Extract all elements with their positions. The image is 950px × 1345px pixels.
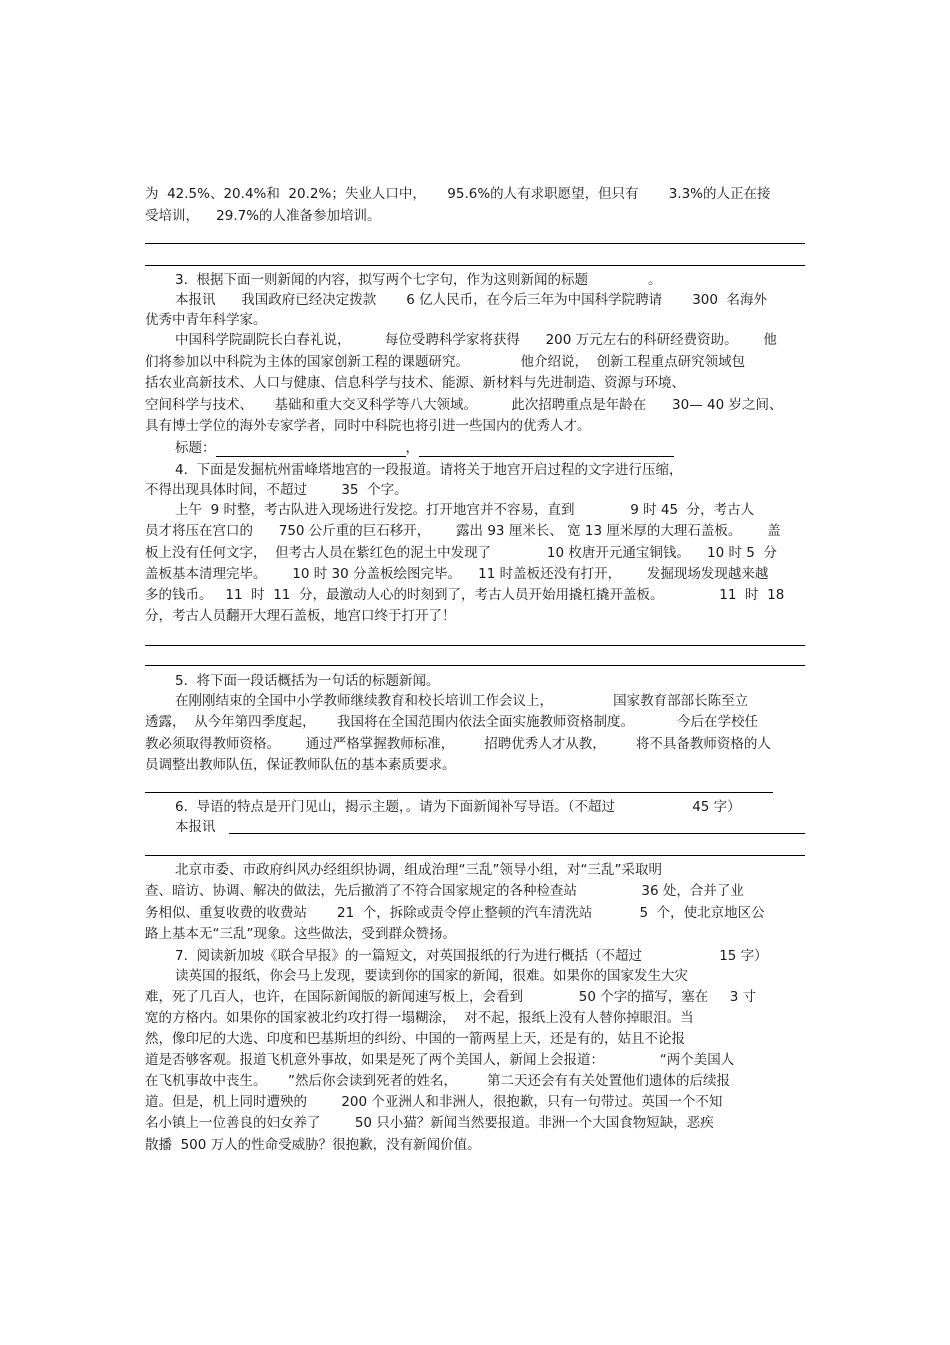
q4-line-6: 盖板基本清理完毕。 10 时 30 分盖板绘图完毕。 11 时盖板还没有打开， 发掘现场发现越来越: [145, 566, 769, 582]
q7-line-3: 难，死了几百人，也许，在国际新闻版的新闻速写板上，会看到 50 个字的描写，塞在 3 寸: [145, 989, 757, 1005]
q3-line-3: 优秀中青年科学家。: [145, 312, 267, 328]
title-label: 标题：: [175, 440, 216, 456]
q3-line-2: 本报讯 我国政府已经决定拨款 6 亿人民币，在今后三年为中国科学院聘请 300 名海外: [175, 292, 768, 308]
q7-line-5: 然，像印尼的大选、印度和巴基斯坦的纠纷、中国的一箭两星上天，还是有的，姑且不论报: [145, 1031, 685, 1047]
intro-line-1: 为 42.5%、20.4%和 20.2%；失业人口中， 95.6%的人有求职愿望，但只有 3.3%的人正在接: [145, 186, 771, 202]
q7-line-9: 名小镇上一位善良的妇女养了 50 只小猫？新闻当然要报道。非洲一个大国食物短缺，恶疾: [145, 1115, 714, 1131]
title-separator: ，: [405, 440, 419, 456]
intro-line-2: 受培训， 29.7%的人准备参加培训。: [145, 208, 381, 224]
q5-line-1: 5. 将下面一段话概括为一句话的标题新闻。: [175, 673, 440, 689]
lead-label: 本报讯: [175, 819, 216, 835]
q6-lead-row: [175, 818, 216, 836]
answer-line: [145, 792, 773, 793]
q5-line-3: 透露， 从今年第四季度起， 我国将在全国范围内依法全面实施教师资格制度。 今后在学校任: [145, 714, 758, 730]
q5-line-5: 员调整出教师队伍，保证教师队伍的基本素质要求。: [145, 757, 456, 773]
q3-title-row: [175, 439, 674, 457]
q4-line-4: 员才将压在宫口的 750 公斤重的巨石移开， 露出 93 厘米长、 宽 13 厘米厚的大理石盖板。 盖: [145, 523, 781, 539]
answer-line: [145, 243, 805, 244]
q6-line-4: 查、暗访、协调、解决的做法，先后撤消了不符合国家规定的各种检查站 36 处，合并了业: [145, 883, 744, 899]
q3-line-4: 中国科学院副院长白春礼说， 每位受聘科学家将获得 200 万元左右的科研经费资助。 他: [175, 332, 777, 348]
q5-line-2: 在刚刚结束的全国中小学教师继续教育和校长培训工作会议上， 国家教育部部长陈至立: [175, 693, 749, 709]
q7-line-4: 宽的方格内。如果你的国家被北约攻打得一塌糊涂， 对不起，报纸上没有人替你掉眼泪。当: [145, 1010, 694, 1026]
title-blank-1[interactable]: [216, 442, 406, 457]
q7-line-8: 道。但是，机上同时遭殃的 200 个亚洲人和非洲人，很抱歉，只有一句带过。英国一个不知: [145, 1094, 723, 1110]
q4-line-7: 多的钱币。 11 时 11 分，最激动人心的时刻到了，考古人员开始用撬杠撬开盖板。 11 时 18: [145, 587, 785, 603]
q7-line-1: 7. 阅读新加坡《联合早报》的一篇短文，对英国报纸的行为进行概括（不超过 15 字）: [175, 948, 768, 964]
q6-line-3: 北京市委、市政府纠风办经组织协调，组成治理“三乱”领导小组，对“三乱”采取明: [175, 862, 662, 878]
q3-line-6: 括农业高新技术、人口与健康、信息科学与技术、能源、新材料与先进制造、资源与环境、: [145, 375, 685, 391]
q6-line-5: 务相似、重复收费的收费站 21 个，拆除或责令停止整顿的汽车清洗站 5 个，使北京地区公: [145, 905, 765, 921]
q4-line-8: 分，考古人员翻开大理石盖板，地宫口终于打开了！: [145, 608, 456, 624]
answer-line: [145, 855, 805, 856]
q5-line-4: 教必须取得教师资格。 通过严格掌握教师标准， 招聘优秀人才从教， 将不具备教师资格的人: [145, 736, 771, 752]
q7-line-2: 读英国的报纸，你会马上发现，要读到你的国家的新闻，很难。如果你的国家发生大灾: [175, 968, 688, 984]
q4-line-5: 板上没有任何文字， 但考古人员在紫红色的泥土中发现了 10 枚唐开元通宝铜钱。 10 时 5 分: [145, 545, 777, 561]
q3-line-7: 空间科学与技术、 基础和重大交叉科学等八大领域。 此次招聘重点是年龄在 30— 40 岁之间、: [145, 397, 783, 413]
q3-line-8: 具有博士学位的海外专家学者，同时中科院也将引进一些国内的优秀人才。: [145, 418, 591, 434]
lead-answer-line[interactable]: [229, 833, 805, 834]
q4-line-2: 不得出现具体时间，不超过 35 个字。: [145, 482, 408, 498]
q7-line-7: 在飞机事故中丧生。 ”然后你会读到死者的姓名， 第二天还会有有关处置他们遗体的后续报: [145, 1073, 730, 1089]
q4-line-3: 上午 9 时整，考古队进入现场进行发挖。打开地宫并不容易，直到 9 时 45 分，考古人: [175, 502, 755, 518]
q4-line-1: 4. 下面是发掘杭州雷峰塔地宫的一段报道。请将关于地宫开启过程的文字进行压缩，: [175, 462, 683, 478]
answer-line: [145, 645, 805, 646]
answer-line: [145, 665, 805, 666]
q7-line-6: 道是否够客观。报道飞机意外事故，如果是死了两个美国人，新闻上会报道： “两个美国人: [145, 1052, 735, 1068]
q3-line-1: 3. 根据下面一则新闻的内容，拟写两个七字句，作为这则新闻的标题 。: [175, 272, 662, 288]
q6-line-6: 路上基本无“三乱”现象。这些做法，受到群众赞扬。: [145, 926, 456, 942]
answer-line: [145, 265, 805, 266]
title-blank-2[interactable]: [419, 442, 674, 457]
q3-line-5: 们将参加以中科院为主体的国家创新工程的课题研究。 他介绍说， 创新工程重点研究领域包: [145, 354, 746, 370]
q6-line-1: 6. 导语的特点是开门见山，揭示主题，。请为下面新闻补写导语。（不超过 45 字）: [175, 799, 741, 815]
q7-line-10: 散播 500 万人的性命受威胁？很抱歉，没有新闻价值。: [145, 1137, 481, 1153]
